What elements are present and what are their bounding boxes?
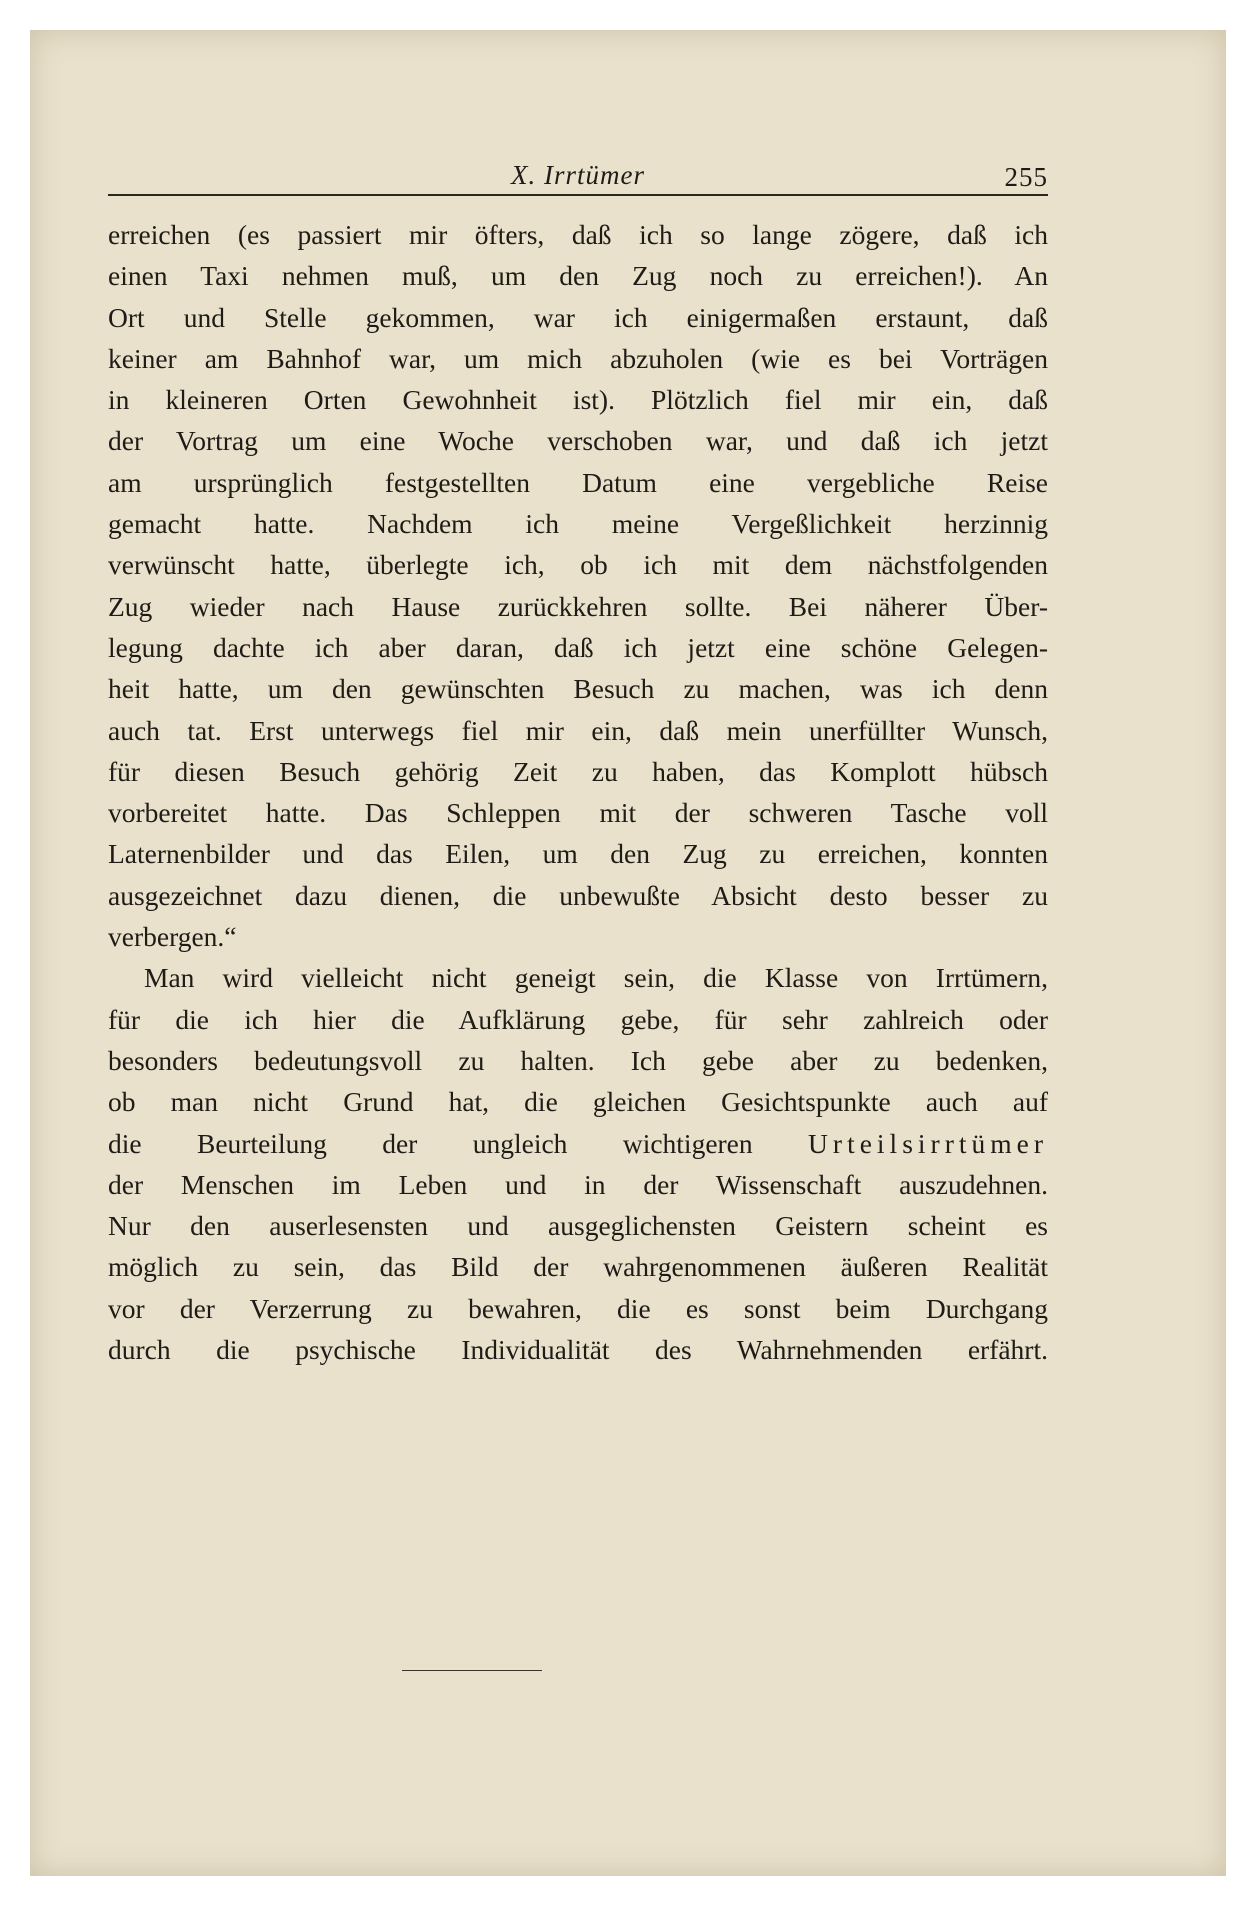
text-line: am ursprünglich festgestellten Datum eine vergebliche Reise [108,466,1048,498]
text-line: erreichen (es passiert mir öfters, daß ich so lange zögere, daß ich [108,219,1048,250]
text-line: Nur den auserlesensten und ausgeglichensten Geistern scheint es [108,1210,1048,1242]
text-line: verwünscht hatte, überlegte ich, ob ich mit dem nächstfolgenden [108,549,1048,581]
text-line: durch die psychische Individualität des Wahrnehmenden erfährt. [108,1334,1048,1366]
text-line: keiner am Bahnhof war, um mich abzuholen (wie es bei Vorträgen [108,342,1048,374]
text-line: Ort und Stelle gekommen, war ich einigermaßen erstaunt, daß [108,301,1048,333]
text-line: in kleineren Orten Gewohnheit ist). Plötzlich fiel mir ein, daß [108,384,1048,416]
text-line: einen Taxi nehmen muß, um den Zug noch zu erreichen!). An [108,260,1048,292]
text-line: vor der Verzerrung zu bewahren, die es sonst beim Durchgang [108,1292,1048,1324]
text-line: legung dachte ich aber daran, daß ich jetzt eine schöne Gelegen- [108,631,1048,663]
text-line: Laternenbilder und das Eilen, um den Zug zu erreichen, konnten [108,838,1048,870]
text-line: der Vortrag um eine Woche verschoben war, und daß ich jetzt [108,425,1048,457]
running-head [108,160,1048,196]
section-end-rule [402,1670,542,1671]
spaced-emphasis: Urteilsirrtümer [808,1127,1048,1159]
page-number: 255 [1004,162,1048,192]
chapter-title: X. Irrtümer [511,160,645,190]
text-line: verbergen.“ [108,921,237,953]
text-line: der Menschen im Leben und in der Wissenschaft auszudehnen. [108,1168,1048,1200]
text-line: heit hatte, um den gewünschten Besuch zu machen, was ich denn [108,673,1048,705]
text-line: für die ich hier die Aufklärung gebe, für sehr zahlreich oder [108,1003,1048,1035]
text-line: vorbereitet hatte. Das Schleppen mit der schweren Tasche voll [108,797,1048,829]
text-line: Man wird vielleicht nicht geneigt sein, die Klasse von Irrtümern, [144,962,1048,994]
paragraph-1 [108,214,1048,957]
body-text [108,214,1048,1370]
text-line: ausgezeichnet dazu dienen, die unbewußte Absicht desto besser zu [108,879,1048,911]
book-page [108,160,1048,1370]
paragraph-2 [108,957,1048,1370]
text-line-emphasis [108,1123,1048,1164]
text-line: auch tat. Erst unterwegs fiel mir ein, daß mein unerfüllter Wunsch, [108,714,1048,746]
text-line: besonders bedeutungsvoll zu halten. Ich gebe aber zu bedenken, [108,1044,1048,1076]
text-line: gemacht hatte. Nachdem ich meine Vergeßlichkeit herzinnig [108,508,1048,540]
text-line: ob man nicht Grund hat, die gleichen Gesichtspunkte auch auf [108,1086,1048,1118]
text-line: möglich zu sein, das Bild der wahrgenommenen äußeren Realität [108,1251,1048,1283]
text-line: Zug wieder nach Hause zurückkehren sollte. Bei näherer Über- [108,590,1048,622]
text-segment: die Beurteilung der ungleich wichtigeren [108,1127,809,1159]
text-line: für diesen Besuch gehörig Zeit zu haben, das Komplott hübsch [108,755,1048,787]
